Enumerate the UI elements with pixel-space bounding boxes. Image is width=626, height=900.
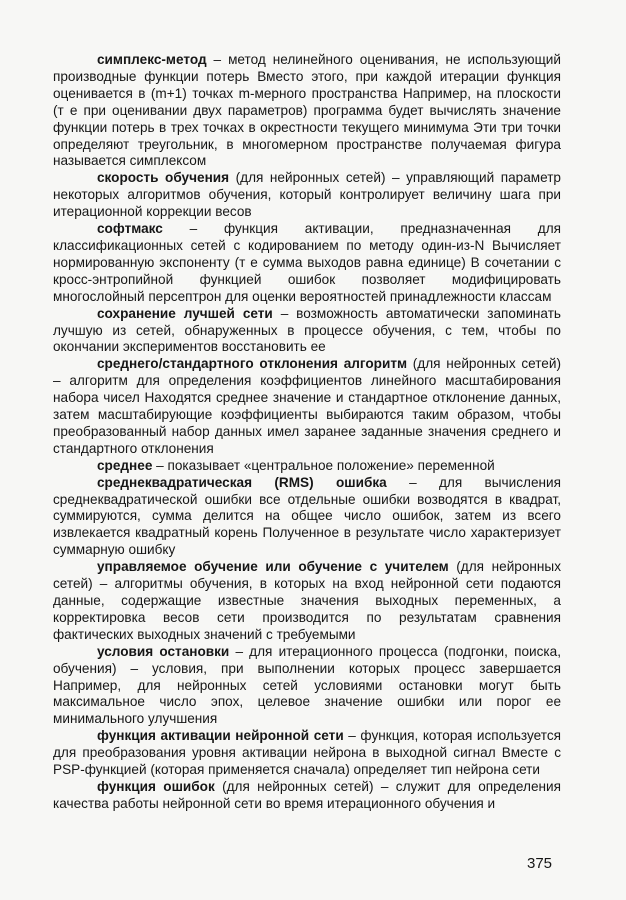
glossary-term: среднеквадратическая (RMS) ошибка <box>97 474 387 490</box>
glossary-term: симплекс-метод <box>97 52 207 67</box>
glossary-entry-best-network-retention <box>53 306 561 357</box>
glossary-definition: – показывает «центральное положение» переменной <box>152 457 495 473</box>
glossary-entry-mean-std-algorithm <box>53 356 561 457</box>
glossary-definition: – метод нелинейного оценивания, не использующий производные функции потерь Вместо этого, при каждой итерации функция оценивается в (m+1) точках m-мерного пространства Например, на плоскости (т е при оценивании двух параметров) программа будет вычислять значение функции потерь в трех точках в окрестности текущего минимума Эти три точки определяют треугольник, в многомерном пространстве получаемая фигура называется симплексом <box>53 52 561 169</box>
glossary-definition: (для нейронных сетей) – служит для определения качества работы нейронной сети во время итерационного обучения и <box>53 778 561 811</box>
glossary-term: управляемое обучение или обучение с учителем <box>97 559 449 575</box>
glossary-entry-stopping-conditions <box>53 644 561 729</box>
glossary-definition: (для нейронных сетей) – алгоритм для определения коэффициентов линейного масштабирования набора чисел Находятся среднее значение и стандартное отклонение данных, затем масштабирующие коэффициенты выбираются таким образом, чтобы преобразованный набор данных имел заранее заданные значения среднего и стандартного отклонения <box>53 356 561 456</box>
glossary-term: условия остановки <box>97 643 230 659</box>
glossary-entry-rms-error <box>53 475 561 560</box>
glossary-entry-simplex-method <box>53 52 561 170</box>
glossary-term: функция активации нейронной сети <box>97 728 344 744</box>
glossary-page <box>53 52 561 813</box>
glossary-term: среднего/стандартного отклонения алгоритм <box>97 356 408 372</box>
glossary-entry-activation-function <box>53 728 561 779</box>
glossary-definition: – функция активации, предназначенная для классификационных сетей с кодированием по методу один-из-N Вычисляет нормированную экспоненту (т е сумма выходов равна единице) В сочетании с кросс-энтропийной функцией ошибок позволяет модифицировать многослойный персептрон для оценки вероятностей принадлежности классам <box>53 221 561 304</box>
glossary-definition: – возможность автоматически запоминать лучшую из сетей, обнаруженных в процессе обучения, с тем, чтобы по окончании экспериментов восстановить ее <box>53 305 561 355</box>
glossary-entry-mean <box>53 458 561 475</box>
glossary-term: скорость обучения <box>97 170 230 186</box>
glossary-entry-supervised-learning <box>53 559 561 644</box>
glossary-definition: – для итерационного процесса (подгонки, поиска, обучения) – условия, при выполнении которых процесс завершается Например, для нейронных сетей условиями остановки могут быть максимальное число эпох, целевое значение ошибки или порог ее минимального улучшения <box>53 643 561 727</box>
glossary-definition: (для нейронных сетей) – алгоритмы обучения, в которых на вход нейронной сети подаются данные, содержащие известные значения выходных переменных, а корректировка весов сети производится по результатам сравнения фактических выходных значений с требуемыми <box>53 559 561 642</box>
glossary-definition: (для нейронных сетей) – управляющий параметр некоторых алгоритмов обучения, который контролирует величину шага при итерационной коррекции весов <box>53 170 561 220</box>
page-number: 375 <box>527 855 553 872</box>
glossary-definition: – функция, которая используется для преобразования уровня активации нейрона в выходной сигнал Вместе с PSP-функцией (которая применяется сначала) определяет тип нейрона сети <box>53 728 561 778</box>
glossary-term: функция ошибок <box>97 778 215 794</box>
glossary-definition: – для вычисления среднеквадратической ошибки все отдельные ошибки возводятся в квадрат, суммируются, сумма делится на общее число ошибок, затем из всего извлекается квадратный корень Полученное в результате число характеризует суммарную ошибку <box>53 474 561 558</box>
glossary-term: среднее <box>97 457 153 473</box>
glossary-term: софтмакс <box>97 221 163 237</box>
glossary-term: сохранение лучшей сети <box>97 305 273 321</box>
glossary-entry-error-function <box>53 779 561 813</box>
glossary-entry-learning-rate <box>53 170 561 221</box>
glossary-entry-softmax <box>53 221 561 306</box>
